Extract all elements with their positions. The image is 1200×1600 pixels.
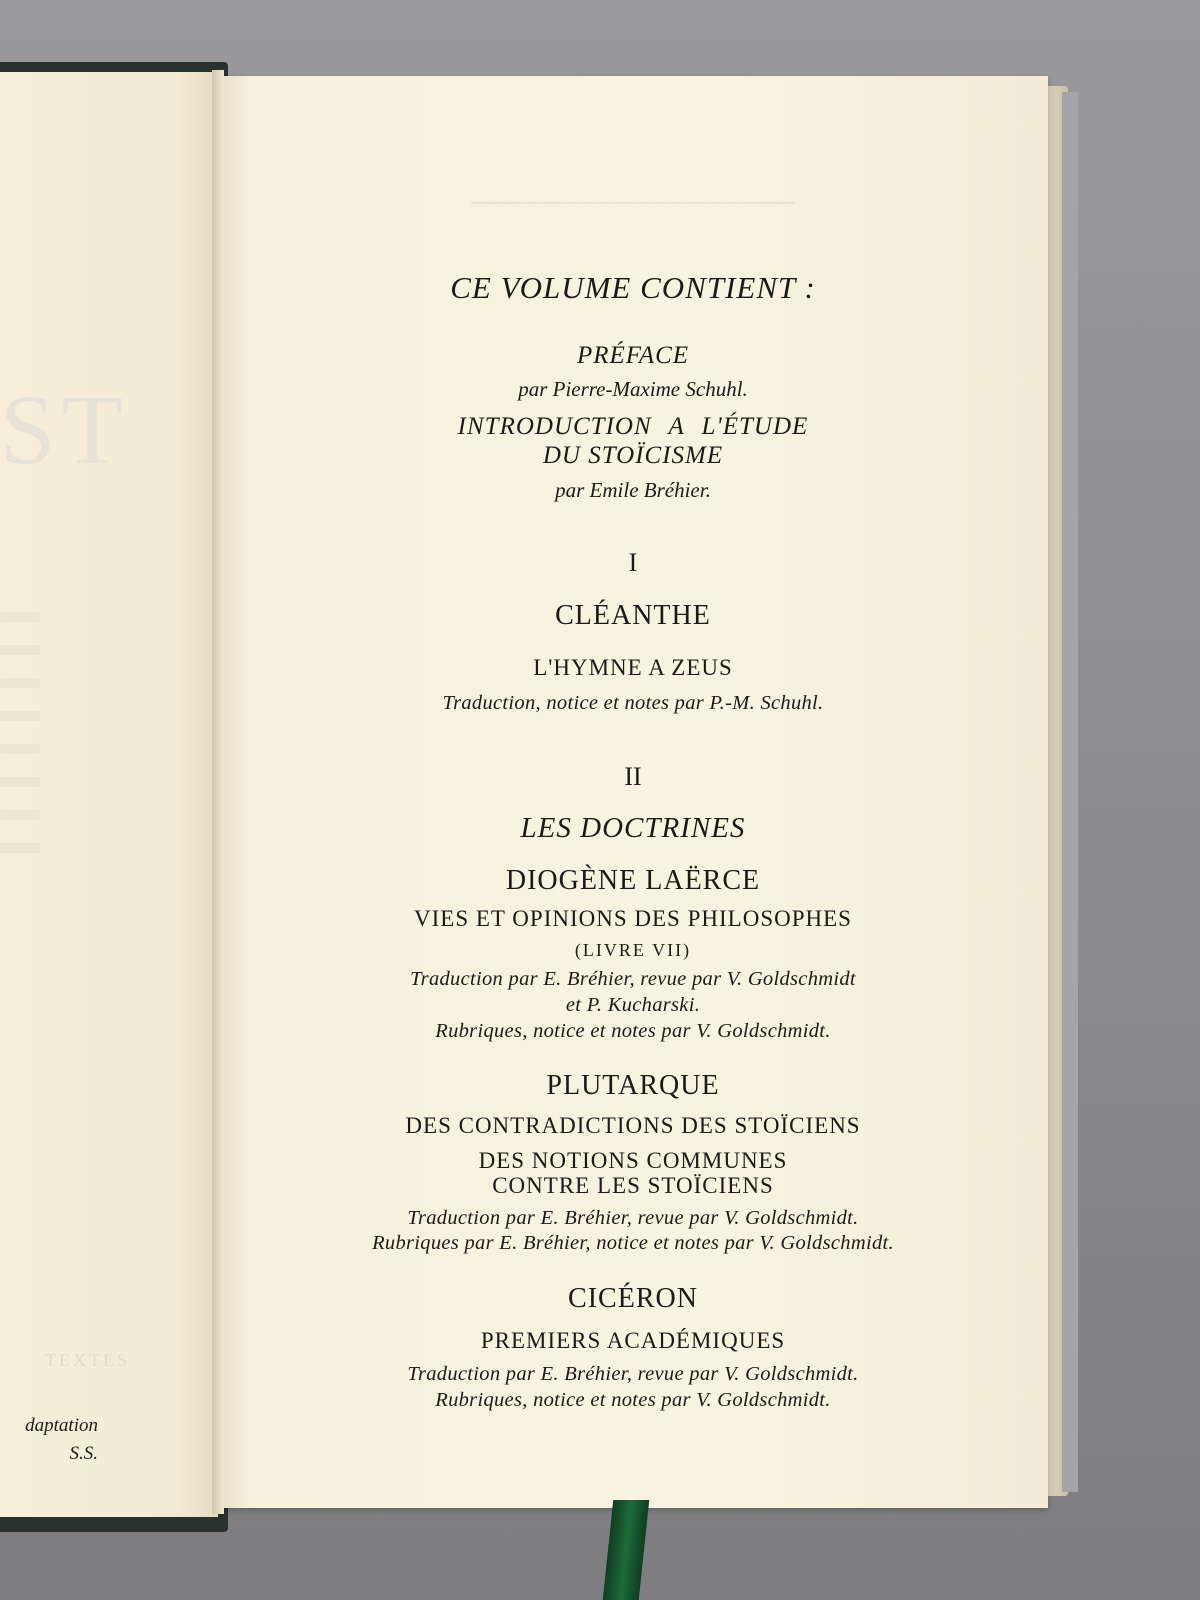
plutarque-author: PLUTARQUE [546, 1070, 720, 1101]
part-1-work: L'HYMNE A ZEUS [533, 655, 733, 680]
ciceron-author: CICÉRON [568, 1283, 698, 1314]
left-page-line-2: S.S. [69, 1443, 98, 1464]
part-2-title: LES DOCTRINES [520, 812, 746, 844]
part-1-author: CLÉANTHE [555, 600, 711, 631]
plutarque-credit-line1: Traduction par E. Bréhier, revue par V. Goldschmidt. [407, 1207, 859, 1229]
diogene-credit-line3: Rubriques, notice et notes par V. Goldschmidt. [435, 1020, 831, 1042]
diogene-author: DIOGÈNE LAËRCE [505, 865, 761, 896]
preface-author: par Pierre-Maxime Schuhl. [518, 377, 748, 401]
diogene-book: (LIVRE VII) [574, 940, 692, 960]
left-page-line-1: daptation [25, 1415, 98, 1436]
left-page [0, 72, 218, 1517]
plutarque-work-2-line2: CONTRE LES STOÏCIENS [492, 1173, 774, 1198]
left-page-showthrough-lines [0, 612, 40, 876]
introduction-author: par Emile Bréhier. [555, 478, 711, 502]
plutarque-work-1: DES CONTRADICTIONS DES STOÏCIENS [405, 1113, 861, 1138]
part-1-credit: Traduction, notice et notes par P.-M. Schuhl. [442, 692, 824, 714]
ciceron-credit-line2: Rubriques, notice et notes par V. Goldschmidt. [435, 1389, 831, 1411]
part-1-numeral: I [628, 548, 638, 577]
ciceron-credit-line1: Traduction par E. Bréhier, revue par V. Goldschmidt. [407, 1363, 859, 1385]
introduction-title-line2: DU STOÏCISME [542, 442, 724, 469]
diogene-credit-line2: et P. Kucharski. [565, 994, 701, 1016]
left-page-text [0, 1412, 98, 1468]
book-cover-right [1062, 92, 1078, 1492]
plutarque-credit-line2: Rubriques par E. Bréhier, notice et notes par V. Goldschmidt. [372, 1232, 894, 1254]
part-2-numeral: II [624, 762, 642, 791]
diogene-credit-line1: Traduction par E. Bréhier, revue par V. Goldschmidt [410, 968, 856, 990]
showthrough-text: ────────────────── [470, 190, 796, 216]
left-page-showthrough-letters: ST [0, 374, 129, 485]
introduction-title-line1: INTRODUCTION A L'ÉTUDE [457, 413, 809, 440]
diogene-work: VIES ET OPINIONS DES PHILOSOPHES [414, 906, 852, 931]
table-of-contents [218, 0, 1048, 1600]
contents-heading: CE VOLUME CONTIENT : [450, 270, 816, 305]
preface-title: PRÉFACE [576, 342, 690, 369]
ciceron-work: PREMIERS ACADÉMIQUES [480, 1328, 786, 1353]
left-page-showthrough-title: TEXTES [45, 1350, 130, 1370]
plutarque-work-2-line1: DES NOTIONS COMMUNES [478, 1148, 788, 1173]
